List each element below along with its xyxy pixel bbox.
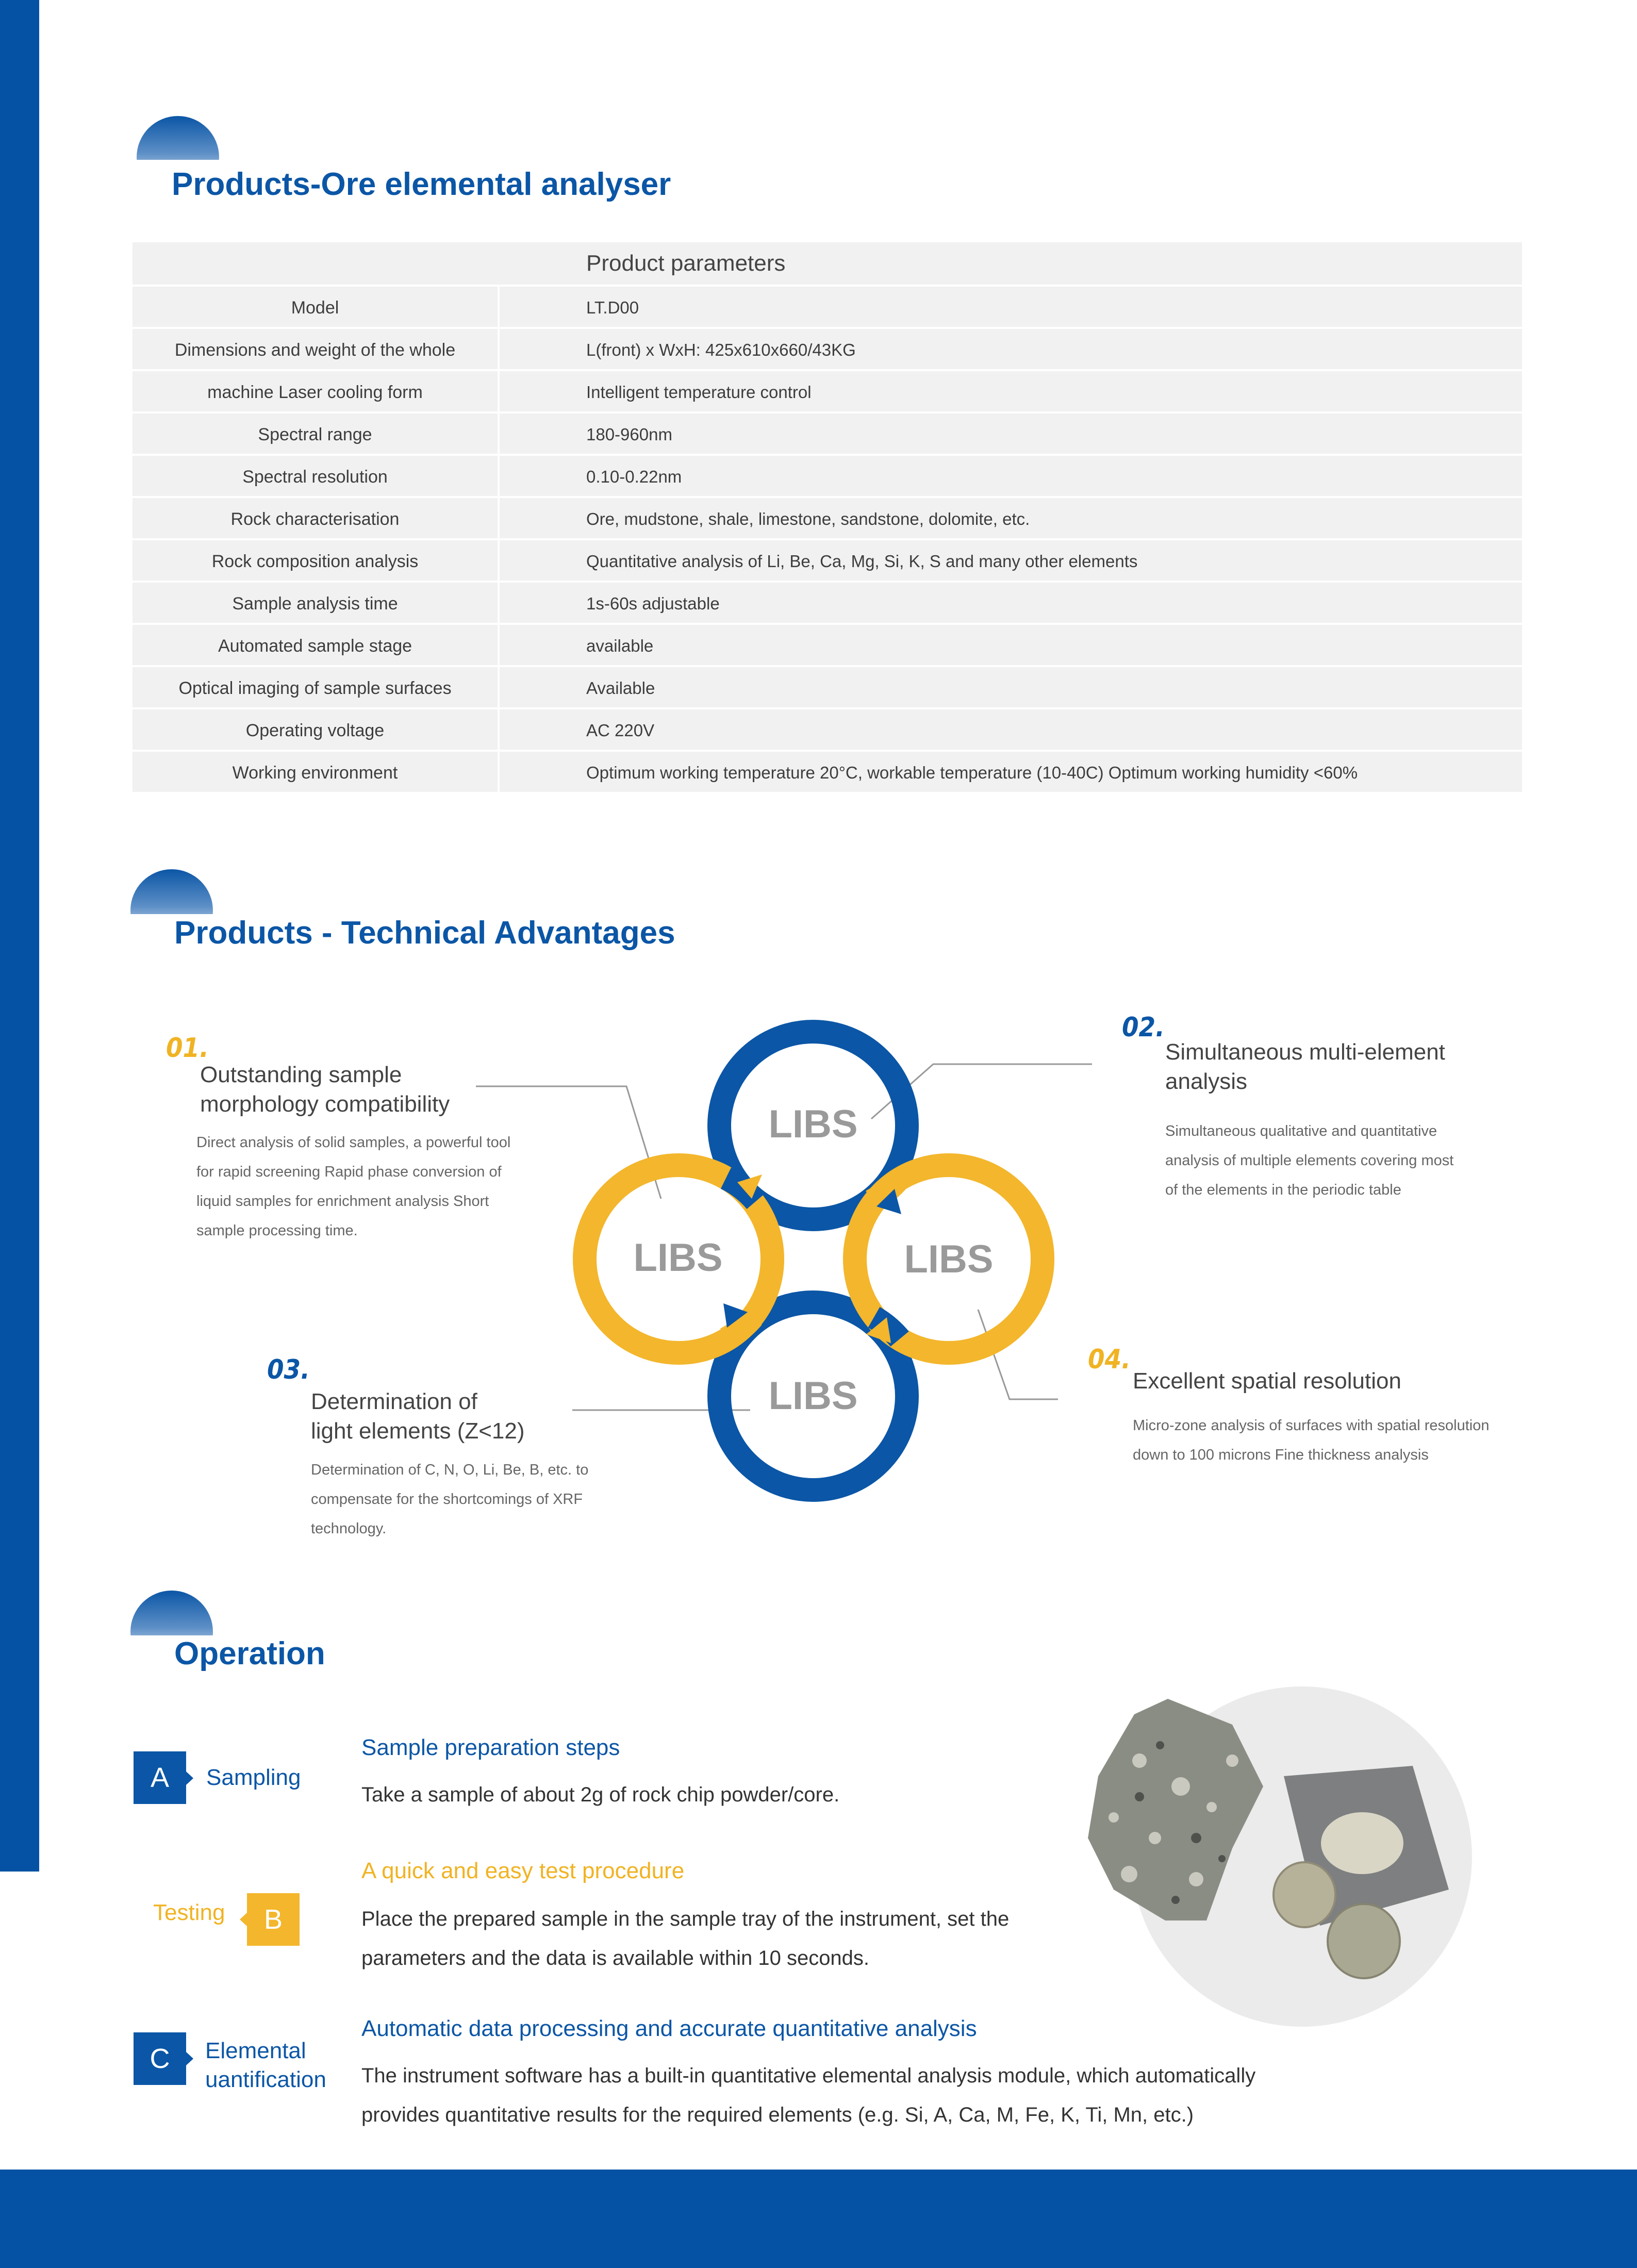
- advantage-02: [1122, 1012, 1165, 1043]
- row-label: Rock characterisation: [230, 509, 400, 529]
- row-label: Spectral resolution: [242, 467, 388, 487]
- ring-label-left: LIBS: [633, 1236, 723, 1280]
- advantage-03: [267, 1354, 310, 1385]
- row-value: L(front) x WxH: 425x610x660/43KG: [586, 340, 856, 359]
- row-value: 1s-60s adjustable: [586, 594, 720, 613]
- advantage-title: Outstanding sample morphology compatibility: [200, 1062, 450, 1117]
- row-value: AC 220V: [586, 721, 655, 740]
- advantage-02-text: [1165, 1037, 1495, 1096]
- section-title-advantages: Products - Technical Advantages: [174, 915, 675, 951]
- row-value: available: [586, 636, 654, 655]
- row-value: Available: [586, 678, 655, 698]
- step-b-heading: A quick and easy test procedure: [361, 1858, 685, 1883]
- advantage-title: Excellent spatial resolution: [1133, 1368, 1401, 1394]
- advantage-04-text: [1133, 1366, 1494, 1396]
- step-a-badge: A: [134, 1751, 186, 1804]
- badge-pointer: [186, 2052, 193, 2065]
- row-label: Rock composition analysis: [211, 551, 419, 571]
- advantage-title: Determination of light elements (Z<12): [311, 1389, 525, 1444]
- row-label: Automated sample stage: [218, 636, 412, 656]
- row-label: Spectral range: [258, 424, 372, 444]
- row-value: 180-960nm: [586, 425, 672, 444]
- advantage-01-desc: [196, 1128, 568, 1246]
- row-label: Operating voltage: [245, 720, 385, 740]
- advantage-04-desc: [1133, 1411, 1556, 1470]
- step-c-heading: Automatic data processing and accurate quantitative analysis: [361, 2016, 977, 2041]
- row-value: Intelligent temperature control: [586, 383, 812, 402]
- advantage-02-desc: [1165, 1117, 1526, 1205]
- row-label: Working environment: [232, 763, 398, 783]
- ring-label-top: LIBS: [768, 1102, 858, 1146]
- step-a-heading: Sample preparation steps: [361, 1735, 620, 1760]
- step-b-text: Place the prepared sample in the sample tray of the instrument, set the parameters and the data is available within 10 seconds.: [361, 1908, 1010, 1969]
- advantage-number: 03.: [267, 1354, 310, 1385]
- advantage-03-desc: [311, 1455, 631, 1544]
- section-title-operation: Operation: [174, 1636, 325, 1671]
- advantage-description: Determination of C, N, O, Li, Be, B, etc. to compensate for the shortcomings of XRF technology.: [311, 1462, 589, 1537]
- badge-pointer: [186, 1772, 193, 1785]
- step-b-badge: B: [247, 1893, 300, 1946]
- badge-pointer: [240, 1913, 247, 1926]
- row-value: 0.10-0.22nm: [586, 467, 682, 486]
- row-value: Optimum working temperature 20°C, workable temperature (10-40C) Optimum working humidity <60%: [586, 763, 1358, 782]
- advantage-description: Direct analysis of solid samples, a powerful tool for rapid screening Rapid phase conversion of liquid samples for enrichment analysis Short sample processing time.: [196, 1134, 511, 1239]
- footer-bar: [0, 2170, 1637, 2268]
- section-title-products: Products-Ore elemental analyser: [172, 167, 671, 202]
- row-value: LT.D00: [586, 298, 639, 317]
- advantage-number: 04.: [1088, 1344, 1131, 1375]
- step-a-label: Sampling: [206, 1765, 301, 1790]
- row-value: Ore, mudstone, shale, limestone, sandstone, dolomite, etc.: [586, 509, 1030, 528]
- ring-label-bottom: LIBS: [768, 1374, 858, 1418]
- row-value: Quantitative analysis of Li, Be, Ca, Mg, Si, K, S and many other elements: [586, 552, 1138, 571]
- step-c-label: Elemental uantification: [205, 2038, 326, 2092]
- step-c-text: The instrument software has a built-in quantitative elemental analysis module, which automatically provides quantitative results for the required elements (e.g. Si, A, Ca, M, Fe, K, Ti, Mn, etc.): [361, 2064, 1256, 2126]
- step-b-label: Testing: [153, 1900, 225, 1925]
- advantage-description: Micro-zone analysis of surfaces with spatial resolution down to 100 microns Fine thickness analysis: [1133, 1417, 1490, 1463]
- advantage-description: Simultaneous qualitative and quantitative analysis of multiple elements covering most of the elements in the periodic table: [1165, 1123, 1454, 1198]
- step-a-text: Take a sample of about 2g of rock chip powder/core.: [361, 1783, 840, 1806]
- rock-sample-photo: [1078, 1683, 1475, 2034]
- row-label: Dimensions and weight of the whole: [174, 340, 456, 360]
- row-label: Optical imaging of sample surfaces: [178, 678, 452, 698]
- row-label: Model: [291, 297, 339, 318]
- step-c-badge: C: [134, 2032, 186, 2085]
- ring-label-right: LIBS: [904, 1237, 994, 1281]
- advantage-01-text: [200, 1060, 489, 1119]
- advantage-number: 02.: [1122, 1012, 1165, 1043]
- advantage-title: Simultaneous multi-element analysis: [1165, 1039, 1445, 1094]
- advantage-04: [1088, 1344, 1131, 1375]
- advantage-03-text: [311, 1387, 600, 1446]
- row-label: Sample analysis time: [232, 593, 398, 614]
- advantage-01: [166, 1033, 209, 1064]
- row-label: machine Laser cooling form: [207, 382, 423, 402]
- table-header: Product parameters: [586, 251, 786, 276]
- advantage-number: 01.: [166, 1033, 209, 1064]
